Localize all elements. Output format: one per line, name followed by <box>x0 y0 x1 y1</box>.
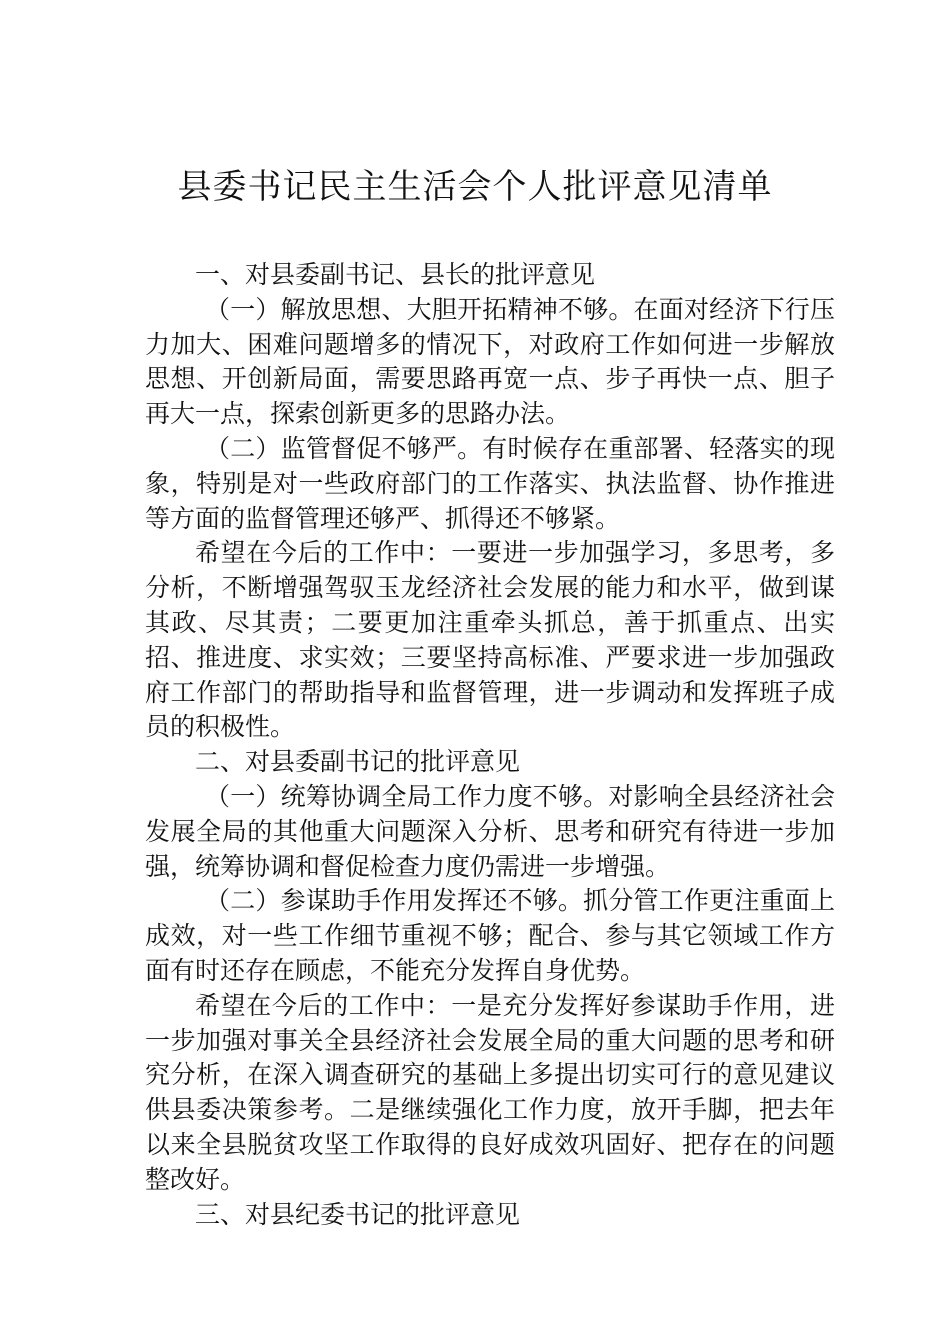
paragraph: （二）监管督促不够严。有时候存在重部署、轻落实的现象，特别是对一些政府部门的工作落实、执法监督、协作推进等方面的监督管理还够严、抓得还不够紧。 <box>145 433 835 533</box>
document-body <box>145 258 835 1232</box>
paragraph: 希望在今后的工作中：一要进一步加强学习，多思考，多分析，不断增强驾驭玉龙经济社会发展的能力和水平，做到谋其政、尽其责；二要更加注重牵头抓总，善于抓重点、出实招、推进度、求实效；三要坚持高标准、严要求进一步加强政府工作部门的帮助指导和监督管理，进一步调动和发挥班子成员的积极性。 <box>145 538 835 742</box>
section-heading-3: 三、对县纪委书记的批评意见 <box>195 1199 521 1229</box>
paragraph: （二）参谋助手作用发挥还不够。抓分管工作更注重面上成效，对一些工作细节重视不够；配合、参与其它领域工作方面有时还存在顾虑，不能充分发挥自身优势。 <box>145 886 835 985</box>
document-title: 县委书记民主生活会个人批评意见清单 <box>177 167 773 207</box>
section-heading-1: 一、对县委副书记、县长的批评意见 <box>195 260 596 289</box>
paragraph: （一）解放思想、大胆开拓精神不够。在面对经济下行压力加大、困难问题增多的情况下，对政府工作如何进一步解放思想、开创新局面，需要思路再宽一点、步子再快一点、胆子再大一点，探索创新更多的思路办法。 <box>145 294 835 429</box>
paragraph: 希望在今后的工作中：一是充分发挥好参谋助手作用，进一步加强对事关全县经济社会发展全局的重大问题的思考和研究分析，在深入调查研究的基础上多提出切实可行的意见建议供县委决策参考。二是继续强化工作力度，放开手脚，把去年以来全县脱贫攻坚工作取得的良好成效巩固好、把存在的问题整改好。 <box>145 990 835 1194</box>
section-heading-2: 二、对县委副书记的批评意见 <box>195 747 521 777</box>
paragraph: （一）统筹协调全局工作力度不够。对影响全县经济社会发展全局的其他重大问题深入分析、思考和研究有待进一步加强，统筹协调和督促检查力度仍需进一步增强。 <box>145 781 835 881</box>
